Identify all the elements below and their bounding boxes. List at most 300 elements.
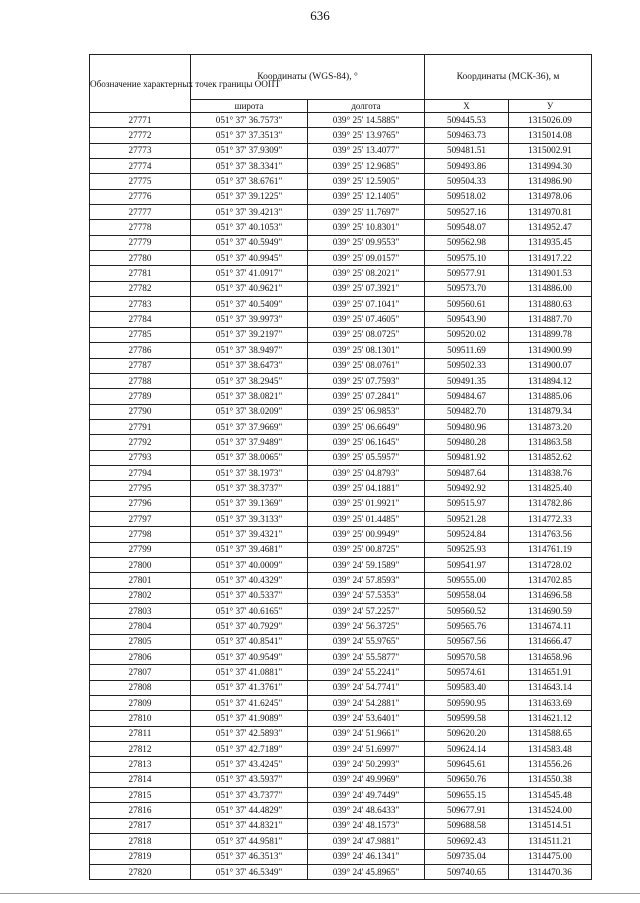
latitude-cell: 051° 37' 40.5409" bbox=[191, 297, 308, 312]
msk-coordinates-header: Координаты (МСК-36), м bbox=[425, 55, 592, 100]
longitude-cell: 039° 25' 08.0761" bbox=[308, 358, 425, 373]
table-row bbox=[90, 143, 592, 158]
y-coordinate-cell: 1314550.38 bbox=[509, 772, 592, 787]
y-coordinate-cell: 1314761.19 bbox=[509, 542, 592, 557]
y-coordinate-cell: 1314994.30 bbox=[509, 159, 592, 174]
table-row bbox=[90, 281, 592, 296]
latitude-cell: 051° 37' 46.5349" bbox=[191, 864, 308, 879]
longitude-cell: 039° 25' 14.5885" bbox=[308, 113, 425, 128]
table-row bbox=[90, 419, 592, 434]
point-id-cell: 27804 bbox=[90, 619, 191, 634]
x-coordinate-cell: 509487.64 bbox=[425, 465, 509, 480]
latitude-cell: 051° 37' 38.2945" bbox=[191, 373, 308, 388]
table-row bbox=[90, 557, 592, 572]
point-id-cell: 27808 bbox=[90, 680, 191, 695]
y-coordinate-cell: 1314772.33 bbox=[509, 511, 592, 526]
longitude-cell: 039° 25' 06.9853" bbox=[308, 404, 425, 419]
x-coordinate-cell: 509599.58 bbox=[425, 711, 509, 726]
latitude-cell: 051° 37' 42.7189" bbox=[191, 742, 308, 757]
x-coordinate-cell: 509525.93 bbox=[425, 542, 509, 557]
x-coordinate-cell: 509645.61 bbox=[425, 757, 509, 772]
point-id-cell: 27812 bbox=[90, 742, 191, 757]
latitude-cell: 051° 37' 43.7377" bbox=[191, 788, 308, 803]
x-coordinate-cell: 509481.51 bbox=[425, 143, 509, 158]
coordinates-table bbox=[89, 54, 592, 880]
longitude-cell: 039° 24' 45.8965" bbox=[308, 864, 425, 879]
x-coordinate-cell: 509520.02 bbox=[425, 327, 509, 342]
longitude-cell: 039° 25' 01.9921" bbox=[308, 496, 425, 511]
x-coordinate-cell: 509577.91 bbox=[425, 266, 509, 281]
table-row bbox=[90, 527, 592, 542]
latitude-cell: 051° 37' 41.0881" bbox=[191, 665, 308, 680]
y-header: У bbox=[509, 100, 592, 113]
y-coordinate-cell: 1314556.26 bbox=[509, 757, 592, 772]
table-row bbox=[90, 711, 592, 726]
y-coordinate-cell: 1315026.09 bbox=[509, 113, 592, 128]
table-row bbox=[90, 404, 592, 419]
latitude-cell: 051° 37' 42.5893" bbox=[191, 726, 308, 741]
point-id-cell: 27815 bbox=[90, 788, 191, 803]
latitude-cell: 051° 37' 41.6245" bbox=[191, 696, 308, 711]
point-id-cell: 27789 bbox=[90, 389, 191, 404]
table-row bbox=[90, 266, 592, 281]
longitude-cell: 039° 25' 07.7593" bbox=[308, 373, 425, 388]
longitude-cell: 039° 25' 08.2021" bbox=[308, 266, 425, 281]
x-coordinate-cell: 509740.65 bbox=[425, 864, 509, 879]
longitude-cell: 039° 25' 07.3921" bbox=[308, 281, 425, 296]
x-coordinate-cell: 509484.67 bbox=[425, 389, 509, 404]
y-coordinate-cell: 1314873.20 bbox=[509, 419, 592, 434]
longitude-cell: 039° 24' 55.2241" bbox=[308, 665, 425, 680]
longitude-cell: 039° 24' 51.6997" bbox=[308, 742, 425, 757]
table-row bbox=[90, 174, 592, 189]
latitude-cell: 051° 37' 38.0821" bbox=[191, 389, 308, 404]
latitude-cell: 051° 37' 39.3133" bbox=[191, 511, 308, 526]
x-coordinate-cell: 509650.76 bbox=[425, 772, 509, 787]
point-id-cell: 27771 bbox=[90, 113, 191, 128]
x-header: X bbox=[425, 100, 509, 113]
point-id-cell: 27803 bbox=[90, 604, 191, 619]
x-coordinate-cell: 509590.95 bbox=[425, 696, 509, 711]
table-row bbox=[90, 343, 592, 358]
y-coordinate-cell: 1314545.48 bbox=[509, 788, 592, 803]
x-coordinate-cell: 509567.56 bbox=[425, 634, 509, 649]
y-coordinate-cell: 1314666.47 bbox=[509, 634, 592, 649]
longitude-cell: 039° 24' 55.9765" bbox=[308, 634, 425, 649]
latitude-cell: 051° 37' 40.7929" bbox=[191, 619, 308, 634]
latitude-cell: 051° 37' 38.1973" bbox=[191, 465, 308, 480]
longitude-cell: 039° 24' 50.2993" bbox=[308, 757, 425, 772]
table-row bbox=[90, 619, 592, 634]
latitude-cell: 051° 37' 39.4321" bbox=[191, 527, 308, 542]
x-coordinate-cell: 509445.53 bbox=[425, 113, 509, 128]
point-id-cell: 27783 bbox=[90, 297, 191, 312]
point-id-cell: 27773 bbox=[90, 143, 191, 158]
longitude-cell: 039° 24' 48.1573" bbox=[308, 818, 425, 833]
latitude-cell: 051° 37' 40.9621" bbox=[191, 281, 308, 296]
x-coordinate-cell: 509555.00 bbox=[425, 573, 509, 588]
y-coordinate-cell: 1314894.12 bbox=[509, 373, 592, 388]
x-coordinate-cell: 509543.90 bbox=[425, 312, 509, 327]
latitude-cell: 051° 37' 37.9309" bbox=[191, 143, 308, 158]
point-id-cell: 27814 bbox=[90, 772, 191, 787]
x-coordinate-cell: 509655.15 bbox=[425, 788, 509, 803]
longitude-cell: 039° 25' 11.7697" bbox=[308, 205, 425, 220]
y-coordinate-cell: 1314728.02 bbox=[509, 557, 592, 572]
point-id-cell: 27781 bbox=[90, 266, 191, 281]
latitude-cell: 051° 37' 38.0065" bbox=[191, 450, 308, 465]
table-row bbox=[90, 634, 592, 649]
y-coordinate-cell: 1314690.59 bbox=[509, 604, 592, 619]
x-coordinate-cell: 509560.52 bbox=[425, 604, 509, 619]
point-id-cell: 27779 bbox=[90, 235, 191, 250]
latitude-cell: 051° 37' 40.6165" bbox=[191, 604, 308, 619]
longitude-cell: 039° 24' 54.7741" bbox=[308, 680, 425, 695]
table-row bbox=[90, 588, 592, 603]
page-bottom-divider bbox=[0, 893, 640, 894]
point-id-cell: 27787 bbox=[90, 358, 191, 373]
x-coordinate-cell: 509463.73 bbox=[425, 128, 509, 143]
point-id-cell: 27782 bbox=[90, 281, 191, 296]
x-coordinate-cell: 509502.33 bbox=[425, 358, 509, 373]
point-id-cell: 27807 bbox=[90, 665, 191, 680]
point-id-cell: 27791 bbox=[90, 419, 191, 434]
table-row bbox=[90, 772, 592, 787]
longitude-cell: 039° 25' 09.9553" bbox=[308, 235, 425, 250]
latitude-cell: 051° 37' 40.8541" bbox=[191, 634, 308, 649]
y-coordinate-cell: 1314651.91 bbox=[509, 665, 592, 680]
table-row bbox=[90, 742, 592, 757]
point-id-cell: 27784 bbox=[90, 312, 191, 327]
latitude-cell: 051° 37' 44.4829" bbox=[191, 803, 308, 818]
y-coordinate-cell: 1314702.85 bbox=[509, 573, 592, 588]
y-coordinate-cell: 1314935.45 bbox=[509, 235, 592, 250]
point-id-cell: 27798 bbox=[90, 527, 191, 542]
point-id-cell: 27795 bbox=[90, 481, 191, 496]
y-coordinate-cell: 1314511.21 bbox=[509, 834, 592, 849]
latitude-cell: 051° 37' 37.9489" bbox=[191, 435, 308, 450]
table-row bbox=[90, 373, 592, 388]
table-row bbox=[90, 159, 592, 174]
table-row bbox=[90, 573, 592, 588]
longitude-cell: 039° 25' 09.0157" bbox=[308, 251, 425, 266]
latitude-cell: 051° 37' 36.7573" bbox=[191, 113, 308, 128]
latitude-cell: 051° 37' 39.4213" bbox=[191, 205, 308, 220]
table-row bbox=[90, 358, 592, 373]
longitude-cell: 039° 25' 13.9765" bbox=[308, 128, 425, 143]
table-row bbox=[90, 205, 592, 220]
y-coordinate-cell: 1314900.07 bbox=[509, 358, 592, 373]
table-row bbox=[90, 680, 592, 695]
longitude-cell: 039° 25' 00.9949" bbox=[308, 527, 425, 542]
x-coordinate-cell: 509504.33 bbox=[425, 174, 509, 189]
table-row bbox=[90, 788, 592, 803]
point-id-cell: 27811 bbox=[90, 726, 191, 741]
table-row bbox=[90, 496, 592, 511]
point-id-cell: 27786 bbox=[90, 343, 191, 358]
point-id-cell: 27797 bbox=[90, 511, 191, 526]
latitude-cell: 051° 37' 38.3737" bbox=[191, 481, 308, 496]
point-id-cell: 27813 bbox=[90, 757, 191, 772]
x-coordinate-cell: 509565.76 bbox=[425, 619, 509, 634]
table-row bbox=[90, 726, 592, 741]
x-coordinate-cell: 509511.69 bbox=[425, 343, 509, 358]
y-coordinate-cell: 1314885.06 bbox=[509, 389, 592, 404]
y-coordinate-cell: 1314583.48 bbox=[509, 742, 592, 757]
latitude-cell: 051° 37' 38.6473" bbox=[191, 358, 308, 373]
y-coordinate-cell: 1314825.40 bbox=[509, 481, 592, 496]
y-coordinate-cell: 1314674.11 bbox=[509, 619, 592, 634]
table-row bbox=[90, 696, 592, 711]
table-row bbox=[90, 251, 592, 266]
table-row bbox=[90, 604, 592, 619]
x-coordinate-cell: 509521.28 bbox=[425, 511, 509, 526]
latitude-cell: 051° 37' 40.9549" bbox=[191, 650, 308, 665]
y-coordinate-cell: 1314658.96 bbox=[509, 650, 592, 665]
x-coordinate-cell: 509583.40 bbox=[425, 680, 509, 695]
y-coordinate-cell: 1314524.00 bbox=[509, 803, 592, 818]
table-row bbox=[90, 128, 592, 143]
point-id-cell: 27805 bbox=[90, 634, 191, 649]
point-id-cell: 27816 bbox=[90, 803, 191, 818]
table-row bbox=[90, 803, 592, 818]
table-row bbox=[90, 864, 592, 879]
x-coordinate-cell: 509492.92 bbox=[425, 481, 509, 496]
latitude-cell: 051° 37' 41.0917" bbox=[191, 266, 308, 281]
x-coordinate-cell: 509480.28 bbox=[425, 435, 509, 450]
table-row bbox=[90, 189, 592, 204]
table-body bbox=[90, 113, 592, 880]
latitude-cell: 051° 37' 40.0009" bbox=[191, 557, 308, 572]
y-coordinate-cell: 1314986.90 bbox=[509, 174, 592, 189]
y-coordinate-cell: 1314763.56 bbox=[509, 527, 592, 542]
y-coordinate-cell: 1314879.34 bbox=[509, 404, 592, 419]
y-coordinate-cell: 1314475.00 bbox=[509, 849, 592, 864]
latitude-cell: 051° 37' 38.9497" bbox=[191, 343, 308, 358]
x-coordinate-cell: 509518.02 bbox=[425, 189, 509, 204]
latitude-cell: 051° 37' 39.1225" bbox=[191, 189, 308, 204]
point-id-cell: 27800 bbox=[90, 557, 191, 572]
latitude-cell: 051° 37' 40.5337" bbox=[191, 588, 308, 603]
x-coordinate-cell: 509570.58 bbox=[425, 650, 509, 665]
point-id-cell: 27806 bbox=[90, 650, 191, 665]
table-row bbox=[90, 235, 592, 250]
point-id-cell: 27788 bbox=[90, 373, 191, 388]
longitude-cell: 039° 25' 07.4605" bbox=[308, 312, 425, 327]
y-coordinate-cell: 1314782.86 bbox=[509, 496, 592, 511]
longitude-cell: 039° 24' 46.1341" bbox=[308, 849, 425, 864]
latitude-cell: 051° 37' 41.3761" bbox=[191, 680, 308, 695]
point-id-cell: 27790 bbox=[90, 404, 191, 419]
x-coordinate-cell: 509677.91 bbox=[425, 803, 509, 818]
longitude-cell: 039° 24' 49.9969" bbox=[308, 772, 425, 787]
point-id-cell: 27799 bbox=[90, 542, 191, 557]
longitude-cell: 039° 24' 57.8593" bbox=[308, 573, 425, 588]
longitude-cell: 039° 25' 06.1645" bbox=[308, 435, 425, 450]
y-coordinate-cell: 1314643.14 bbox=[509, 680, 592, 695]
latitude-cell: 051° 37' 39.1369" bbox=[191, 496, 308, 511]
y-coordinate-cell: 1314588.65 bbox=[509, 726, 592, 741]
x-coordinate-cell: 509562.98 bbox=[425, 235, 509, 250]
point-id-cell: 27778 bbox=[90, 220, 191, 235]
point-id-cell: 27772 bbox=[90, 128, 191, 143]
point-id-cell: 27809 bbox=[90, 696, 191, 711]
point-id-cell: 27801 bbox=[90, 573, 191, 588]
table-row bbox=[90, 650, 592, 665]
x-coordinate-cell: 509527.16 bbox=[425, 205, 509, 220]
x-coordinate-cell: 509541.97 bbox=[425, 557, 509, 572]
y-coordinate-cell: 1314887.70 bbox=[509, 312, 592, 327]
point-id-cell: 27820 bbox=[90, 864, 191, 879]
table-row bbox=[90, 542, 592, 557]
longitude-cell: 039° 25' 07.2841" bbox=[308, 389, 425, 404]
longitude-cell: 039° 25' 05.5957" bbox=[308, 450, 425, 465]
latitude-cell: 051° 37' 38.6761" bbox=[191, 174, 308, 189]
x-coordinate-cell: 509524.84 bbox=[425, 527, 509, 542]
longitude-cell: 039° 24' 51.9661" bbox=[308, 726, 425, 741]
table-row bbox=[90, 113, 592, 128]
x-coordinate-cell: 509493.86 bbox=[425, 159, 509, 174]
latitude-header: широта bbox=[191, 100, 308, 113]
latitude-cell: 051° 37' 38.0209" bbox=[191, 404, 308, 419]
latitude-cell: 051° 37' 44.8321" bbox=[191, 818, 308, 833]
x-coordinate-cell: 509575.10 bbox=[425, 251, 509, 266]
y-coordinate-cell: 1315002.91 bbox=[509, 143, 592, 158]
point-column-header: Обозначение характерных точек границы ООПТ bbox=[90, 55, 191, 113]
longitude-cell: 039° 24' 53.6401" bbox=[308, 711, 425, 726]
point-id-cell: 27810 bbox=[90, 711, 191, 726]
x-coordinate-cell: 509735.04 bbox=[425, 849, 509, 864]
longitude-header: долгота bbox=[308, 100, 425, 113]
x-coordinate-cell: 509692.43 bbox=[425, 834, 509, 849]
table-row bbox=[90, 220, 592, 235]
latitude-cell: 051° 37' 40.1053" bbox=[191, 220, 308, 235]
x-coordinate-cell: 509560.61 bbox=[425, 297, 509, 312]
table-row bbox=[90, 450, 592, 465]
longitude-cell: 039° 25' 04.8793" bbox=[308, 465, 425, 480]
y-coordinate-cell: 1314978.06 bbox=[509, 189, 592, 204]
table-row bbox=[90, 327, 592, 342]
latitude-cell: 051° 37' 39.4681" bbox=[191, 542, 308, 557]
y-coordinate-cell: 1314696.58 bbox=[509, 588, 592, 603]
latitude-cell: 051° 37' 43.4245" bbox=[191, 757, 308, 772]
y-coordinate-cell: 1314917.22 bbox=[509, 251, 592, 266]
longitude-cell: 039° 24' 55.5877" bbox=[308, 650, 425, 665]
point-id-cell: 27775 bbox=[90, 174, 191, 189]
latitude-cell: 051° 37' 39.9973" bbox=[191, 312, 308, 327]
latitude-cell: 051° 37' 40.9945" bbox=[191, 251, 308, 266]
y-coordinate-cell: 1314952.47 bbox=[509, 220, 592, 235]
table-row bbox=[90, 834, 592, 849]
table-row bbox=[90, 465, 592, 480]
table-row bbox=[90, 312, 592, 327]
page-number: 636 bbox=[310, 8, 330, 23]
y-coordinate-cell: 1314621.12 bbox=[509, 711, 592, 726]
longitude-cell: 039° 25' 12.9685" bbox=[308, 159, 425, 174]
x-coordinate-cell: 509620.20 bbox=[425, 726, 509, 741]
y-coordinate-cell: 1314633.69 bbox=[509, 696, 592, 711]
table-row bbox=[90, 511, 592, 526]
y-coordinate-cell: 1314514.51 bbox=[509, 818, 592, 833]
table-row bbox=[90, 435, 592, 450]
latitude-cell: 051° 37' 41.9089" bbox=[191, 711, 308, 726]
longitude-cell: 039° 24' 47.9881" bbox=[308, 834, 425, 849]
table-row bbox=[90, 297, 592, 312]
y-coordinate-cell: 1314901.53 bbox=[509, 266, 592, 281]
wgs-coordinates-header: Координаты (WGS-84), ° bbox=[191, 55, 425, 100]
longitude-cell: 039° 25' 01.4485" bbox=[308, 511, 425, 526]
table-row bbox=[90, 481, 592, 496]
y-coordinate-cell: 1314899.78 bbox=[509, 327, 592, 342]
header-row bbox=[90, 55, 592, 100]
x-coordinate-cell: 509558.04 bbox=[425, 588, 509, 603]
y-coordinate-cell: 1314900.99 bbox=[509, 343, 592, 358]
longitude-cell: 039° 24' 56.3725" bbox=[308, 619, 425, 634]
point-id-cell: 27817 bbox=[90, 818, 191, 833]
longitude-cell: 039° 25' 00.8725" bbox=[308, 542, 425, 557]
point-id-cell: 27774 bbox=[90, 159, 191, 174]
latitude-cell: 051° 37' 46.3513" bbox=[191, 849, 308, 864]
y-coordinate-cell: 1314886.00 bbox=[509, 281, 592, 296]
longitude-cell: 039° 24' 57.2257" bbox=[308, 604, 425, 619]
point-id-cell: 27794 bbox=[90, 465, 191, 480]
longitude-cell: 039° 25' 07.1041" bbox=[308, 297, 425, 312]
longitude-cell: 039° 24' 57.5353" bbox=[308, 588, 425, 603]
latitude-cell: 051° 37' 43.5937" bbox=[191, 772, 308, 787]
table-row bbox=[90, 818, 592, 833]
point-id-cell: 27777 bbox=[90, 205, 191, 220]
table-row bbox=[90, 757, 592, 772]
y-coordinate-cell: 1314838.76 bbox=[509, 465, 592, 480]
longitude-cell: 039° 24' 59.1589" bbox=[308, 557, 425, 572]
y-coordinate-cell: 1314970.81 bbox=[509, 205, 592, 220]
longitude-cell: 039° 24' 54.2881" bbox=[308, 696, 425, 711]
longitude-cell: 039° 24' 49.7449" bbox=[308, 788, 425, 803]
table-row bbox=[90, 849, 592, 864]
y-coordinate-cell: 1314880.63 bbox=[509, 297, 592, 312]
x-coordinate-cell: 509491.35 bbox=[425, 373, 509, 388]
x-coordinate-cell: 509624.14 bbox=[425, 742, 509, 757]
x-coordinate-cell: 509515.97 bbox=[425, 496, 509, 511]
longitude-cell: 039° 25' 06.6649" bbox=[308, 419, 425, 434]
point-id-cell: 27793 bbox=[90, 450, 191, 465]
latitude-cell: 051° 37' 37.9669" bbox=[191, 419, 308, 434]
longitude-cell: 039° 25' 12.1405" bbox=[308, 189, 425, 204]
point-id-cell: 27776 bbox=[90, 189, 191, 204]
table-row bbox=[90, 389, 592, 404]
y-coordinate-cell: 1314863.58 bbox=[509, 435, 592, 450]
latitude-cell: 051° 37' 37.3513" bbox=[191, 128, 308, 143]
x-coordinate-cell: 509573.70 bbox=[425, 281, 509, 296]
y-coordinate-cell: 1314852.62 bbox=[509, 450, 592, 465]
x-coordinate-cell: 509480.96 bbox=[425, 419, 509, 434]
point-id-cell: 27818 bbox=[90, 834, 191, 849]
x-coordinate-cell: 509548.07 bbox=[425, 220, 509, 235]
longitude-cell: 039° 25' 13.4077" bbox=[308, 143, 425, 158]
latitude-cell: 051° 37' 38.3341" bbox=[191, 159, 308, 174]
latitude-cell: 051° 37' 44.9581" bbox=[191, 834, 308, 849]
longitude-cell: 039° 25' 10.8301" bbox=[308, 220, 425, 235]
latitude-cell: 051° 37' 40.5949" bbox=[191, 235, 308, 250]
latitude-cell: 051° 37' 40.4329" bbox=[191, 573, 308, 588]
x-coordinate-cell: 509688.58 bbox=[425, 818, 509, 833]
point-id-cell: 27819 bbox=[90, 849, 191, 864]
x-coordinate-cell: 509481.92 bbox=[425, 450, 509, 465]
point-id-cell: 27802 bbox=[90, 588, 191, 603]
longitude-cell: 039° 24' 48.6433" bbox=[308, 803, 425, 818]
table-row bbox=[90, 665, 592, 680]
point-id-cell: 27796 bbox=[90, 496, 191, 511]
